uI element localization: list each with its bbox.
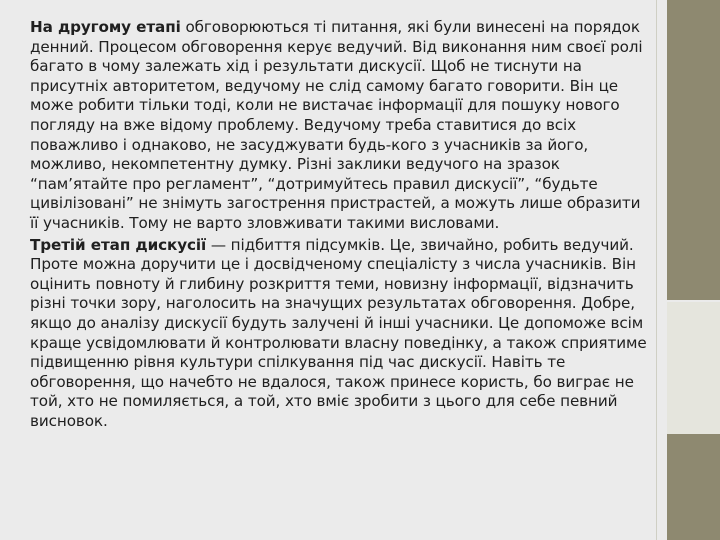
sidebar-block-bottom <box>667 434 720 540</box>
slide-body-text <box>30 18 647 431</box>
sidebar-block-middle <box>667 302 720 434</box>
paragraph-lead: Третій етап дискусії <box>30 235 207 254</box>
paragraph-text: — підбиття підсумків. Це, звичайно, робить ведучий. Проте можна доручити це і досвідченому спеціалісту з числа учасників. Він оцінить повноту й глибину розкриття теми, новизну інформації, відзначить різні точки зору, наголосить на значущих результатах обговорення. Добре, якщо до аналізу дискусії будуть залучені й інші учасники. Це допоможе всім краще усвідомлювати й контролювати власну поведінку, а також сприятиме підвищенню рівня культури спілкування під час дискусії. Навіть те обговорення, що начебто не вдалося, також принесе користь, бо виграє не той, хто не помиляється, а той, хто вміє зробити з цього для себе певний висновок. <box>30 235 647 430</box>
decorative-sidebar <box>667 0 720 540</box>
paragraph-text: обговорюються ті питання, які були винесені на порядок денний. Процесом обговорення керує ведучий. Від виконання ним своєї ролі багато в чому залежать хід і результати дискусії. Щоб не тиснути на присутніх авторитетом, ведучому не слід самому багато говорити. Він це може робити тільки тоді, коли не вистачає інформації для пошуку нового погляду на вже відому проблему. Ведучому треба ставитися до всіх поважливо і однаково, не засуджувати будь-кого з учасників за його, можливо, некомпетентну думку. Різні заклики ведучого на зразок “пам’ятайте про регламент”, “дотримуйтесь правил дискусії”, “будьте цивілізовані” не знімуть загострення пристрастей, а можуть лише образити її учасників. Тому не варто зловживати такими висловами. <box>30 18 643 232</box>
paragraph-stage-three <box>30 236 647 432</box>
paragraph-stage-two <box>30 18 647 234</box>
sidebar-block-top <box>667 0 720 300</box>
vertical-divider-line <box>656 0 657 540</box>
paragraph-lead: На другому етапі <box>30 18 181 36</box>
